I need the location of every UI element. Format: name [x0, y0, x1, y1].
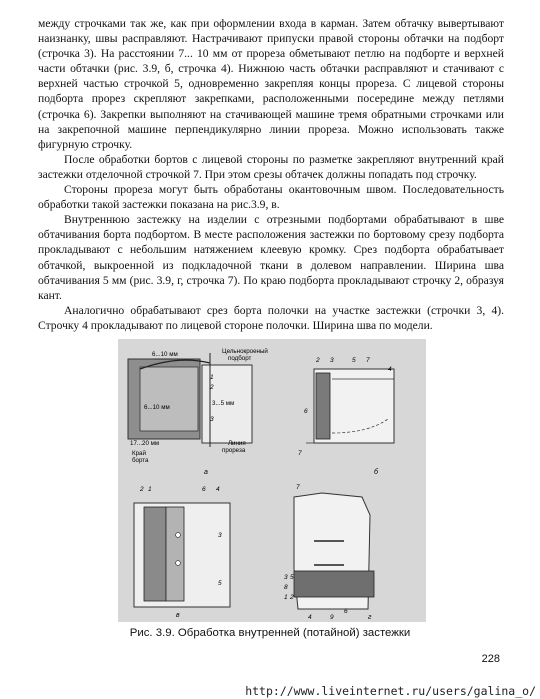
paragraph-1: между строчками так же, как при оформлении входа в карман. Затем обтачку вывертывают наизнанку, швы расправляют. Настрачивают припуски правой стороны обтачки на подборт (строчка 3). На расстоянии 7... 10 мм от прореза обметывают петлю на подборте и верхней части обтачки (рис. 3.9, б, строчка 4). Нижнюю часть обтачки расправляют и стачивают с верхней частью строчкой 5, одновременно закрепляя концы прореза. С лицевой стороны подборта прорез скрепляют закрепками, расположенными посередине между петлями (строчка 6). Закрепки выполняют на стачивающей машине тремя обратными строчками или на закрепочной машине перпендикулярно линии прореза. Можно использовать также фигурную строчку.: [38, 17, 504, 151]
panel-a-n2: 2: [210, 384, 214, 391]
panel-v: [134, 486, 230, 619]
panel-g-n9: 9: [330, 614, 334, 621]
panel-g: [284, 484, 374, 621]
paragraph-4: Внутреннюю застежку на изделии с отрезными подбортами обрабатывают в шве обтачивания борта подбортом. В месте расположения застежки по бортовому срезу подборта прокладывают с небольшим натяжением клеевую кромку. Срез подборта обрабатывает обтачкой, выкроенной из подкладочной ткани в долевом направлении. Ширина шва обтачивания 5 мм (рис. 3.9, г, строчка 7). По краю подборта прокладывают строчку 2, образуя кант.: [38, 213, 504, 302]
panel-g-n8: 8: [284, 584, 288, 591]
panel-b-letter: б: [374, 469, 378, 476]
paragraph-5: Аналогично обрабатывают срез борта полочки на участке застежки (строчки 3, 4). Строчку 4 прокладывают по лицевой стороне полочки. Ширина шва по модели.: [38, 303, 504, 332]
body-text: [38, 16, 504, 333]
panel-b-n3: 3: [330, 357, 334, 364]
panel-g-hem: [294, 571, 374, 597]
panel-b-n7-bottom: 7: [298, 450, 302, 457]
panel-g-n6: 6: [344, 608, 348, 615]
panel-g-n1: 1: [284, 594, 288, 601]
panel-a-n1: 1: [210, 374, 214, 381]
panel-a-n3: 3: [210, 416, 214, 423]
panel-v-n3: 3: [218, 532, 222, 539]
source-url[interactable]: http://www.liveinternet.ru/users/galina_o/: [245, 684, 536, 698]
panel-a-label-podbort-2: подборт: [228, 355, 252, 362]
panel-g-n3: 3: [284, 574, 288, 581]
panel-a-label-line-1: Линия: [228, 440, 246, 447]
panel-v-n6: 6: [202, 486, 206, 493]
panel-b-welt: [316, 373, 330, 439]
paragraph-3: Стороны прореза могут быть обработаны окантовочным швом. Последовательность обработки такой застежки показана на рис.3.9, в.: [38, 183, 504, 212]
panel-a-label-edge-2: борта: [132, 457, 149, 464]
panel-v-n5: 5: [218, 580, 222, 587]
panel-a-dim-top: 6...10 мм: [152, 351, 178, 358]
panel-g-n7: 7: [296, 484, 300, 491]
panel-g-n2: 2: [290, 594, 294, 601]
panel-a-label-podbort-1: Цельнокроеный: [222, 348, 268, 355]
panel-g-n4: 4: [308, 614, 312, 621]
figure-caption: Рис. 3.9. Обработка внутренней (потайной) застежки: [129, 627, 411, 639]
figure-illustration: [118, 339, 426, 622]
panel-b-n6: 6: [304, 408, 308, 415]
figure-3-9: [118, 339, 426, 622]
panel-v-welt-left: [144, 507, 166, 601]
panel-a-letter: а: [204, 469, 208, 476]
panel-a-dim-35: 3...5 мм: [212, 400, 235, 407]
panel-a-label-edge-1: Край: [132, 450, 146, 457]
panel-v-n2: 2: [140, 486, 144, 493]
page-number: 228: [481, 653, 500, 665]
panel-v-n1: 1: [148, 486, 152, 493]
panel-a: [128, 348, 268, 476]
panel-a-welt: [140, 367, 198, 431]
panel-g-letter: г: [368, 614, 372, 621]
panel-b: [298, 357, 394, 476]
paragraph-2: После обработки бортов с лицевой стороны по разметке закрепляют внутренний край застежки отделочной строчкой 7. При этом срезы обтачек должны попадать под строчку.: [38, 152, 504, 181]
panel-b-n4: 4: [388, 366, 392, 373]
panel-b-n7-top: 7: [366, 357, 370, 364]
panel-v-letter: в: [176, 612, 180, 619]
panel-a-label-line-2: прореза: [222, 447, 246, 454]
panel-b-n2: 2: [316, 357, 320, 364]
panel-a-dim-inner: 6...10 мм: [144, 404, 170, 411]
panel-a-dim-bottom: 17...20 мм: [130, 440, 160, 447]
panel-v-welt-right: [166, 507, 184, 601]
panel-g-n5: 5: [290, 574, 294, 581]
panel-v-n4: 4: [216, 486, 220, 493]
panel-v-loop-2: [176, 561, 181, 566]
panel-b-n5: 5: [352, 357, 356, 364]
panel-v-loop-1: [176, 533, 181, 538]
